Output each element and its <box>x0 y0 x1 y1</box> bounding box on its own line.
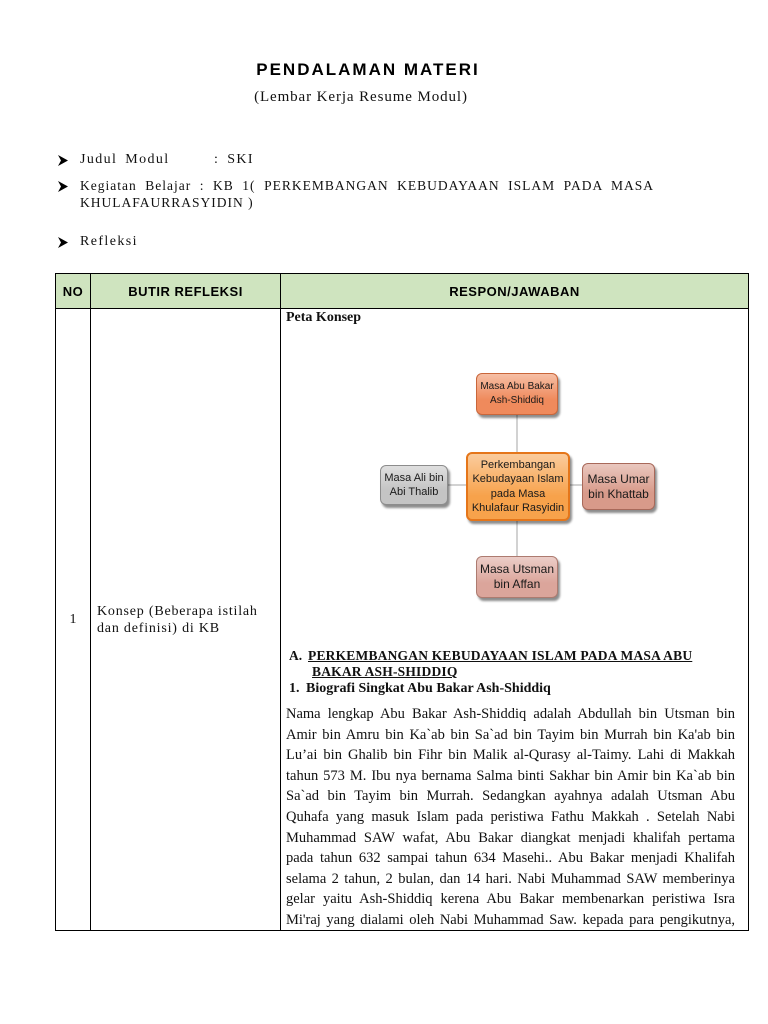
paragraph-line: selama 2 tahun, 2 bulan, dan 14 hari. Nabi Muhammad SAW memberinya <box>286 870 735 887</box>
learning-activity-line: Kegiatan Belajar : KB 1( PERKEMBANGAN KEBUDAYAAN ISLAM PADA MASA <box>80 178 654 193</box>
reflection-label: Refleksi <box>80 234 138 249</box>
concept-node-text: Ash-Shiddiq <box>490 395 544 406</box>
arrow-bullet-icon <box>58 181 68 192</box>
paragraph-line: Nama lengkap Abu Bakar Ash-Shiddiq adalah Abdullah bin Utsman bin <box>286 706 735 722</box>
reflection-item-text: Konsep (Beberapa istilah dan definisi) di KB <box>97 603 258 636</box>
paragraph-line: Muhammad SAW wafat, Abu Bakar diangkat menjadi khalifah pertama <box>286 829 735 846</box>
page-title: PENDALAMAN MATERI <box>256 60 480 79</box>
concept-node-text: Perkembangan <box>480 458 556 471</box>
concept-node-abu-bakar <box>476 373 558 415</box>
paragraph-line: gelar yaitu Ash-Shiddiq kerena Abu Bakar membenarkan peristiwa Isra <box>286 891 735 908</box>
module-title-value: : SKI <box>214 152 254 167</box>
concept-node-text: Masa Abu Bakar <box>480 381 554 392</box>
concept-node-text: Khulafaur Rasyidin <box>471 501 565 514</box>
concept-node-text: Kebudayaan Islam <box>472 473 564 486</box>
concept-node-ali <box>380 465 448 505</box>
concept-node-text: Masa Umar <box>587 471 650 486</box>
concept-node-umar <box>582 463 655 510</box>
concept-node-utsman <box>476 556 558 598</box>
table-cell-no <box>55 308 91 931</box>
table-header-respon: RESPON/JAWABAN <box>280 273 749 309</box>
concept-node-text: pada Masa <box>490 487 546 500</box>
row-number: 1 <box>69 611 77 627</box>
biography-paragraph <box>286 704 735 931</box>
paragraph-line: Amir bin Amru bin Ka`ab bin Sa`ad bin Tayim bin Murrah bin Ka'ab bin <box>286 726 735 743</box>
concept-node-central <box>466 452 570 521</box>
module-title-label: Judul Modul <box>80 152 170 167</box>
arrow-bullet-icon <box>58 237 68 248</box>
table-cell-butir <box>90 308 281 931</box>
section-heading: PERKEMBANGAN KEBUDAYAAN ISLAM PADA MASA ABU <box>308 648 693 663</box>
section-marker: A. <box>289 648 303 663</box>
table-cell-respon <box>280 308 749 931</box>
page-subtitle: (Lembar Kerja Resume Modul) <box>254 89 468 105</box>
concept-node-text: Abi Thalib <box>389 486 439 498</box>
paragraph-line: Mi'raj yang dialami oleh Nabi Muhammad Saw. kepada para pengikutnya, <box>286 911 735 928</box>
subsection-marker: 1. <box>289 681 300 696</box>
paragraph-line: Quhafa yang masuk Islam pada peristiwa Fathu Makkah . Setelah Nabi <box>286 808 735 825</box>
concept-map-heading: Peta Konsep <box>286 310 362 325</box>
concept-node-text: Masa Ali bin <box>384 472 444 484</box>
paragraph-line: pada tahun 632 sampai tahun 634 Masehi.. Abu Bakar menjadi Khalifah <box>286 850 735 867</box>
concept-node-text: bin Khattab <box>588 486 649 501</box>
concept-node-text: bin Affan <box>493 577 541 591</box>
concept-node-text: Masa Utsman <box>479 562 555 576</box>
section-heading: BAKAR ASH-SHIDDIQ <box>312 664 458 679</box>
arrow-bullet-icon <box>58 155 68 166</box>
table-header-no: NO <box>55 273 91 309</box>
paragraph-line: tahun 573 M. Ibu nya bernama Salma binti Sakhar bin Amir bin Ka`ab bin <box>286 767 735 784</box>
paragraph-line: Lu’ai bin Ghalib bin Fihr bin Malik al-Qurasy al-Taimy. Lahi di Makkah <box>286 747 735 764</box>
table-header-butir: BUTIR REFLEKSI <box>90 273 281 309</box>
learning-activity-line: KHULAFAURRASYIDIN ) <box>80 195 254 210</box>
paragraph-line: Sa`ad bin Tayim bin Murrah. Sedangkan ayahnya adalah Utsman Abu <box>286 788 735 805</box>
subsection-heading: Biografi Singkat Abu Bakar Ash-Shiddiq <box>306 681 551 696</box>
